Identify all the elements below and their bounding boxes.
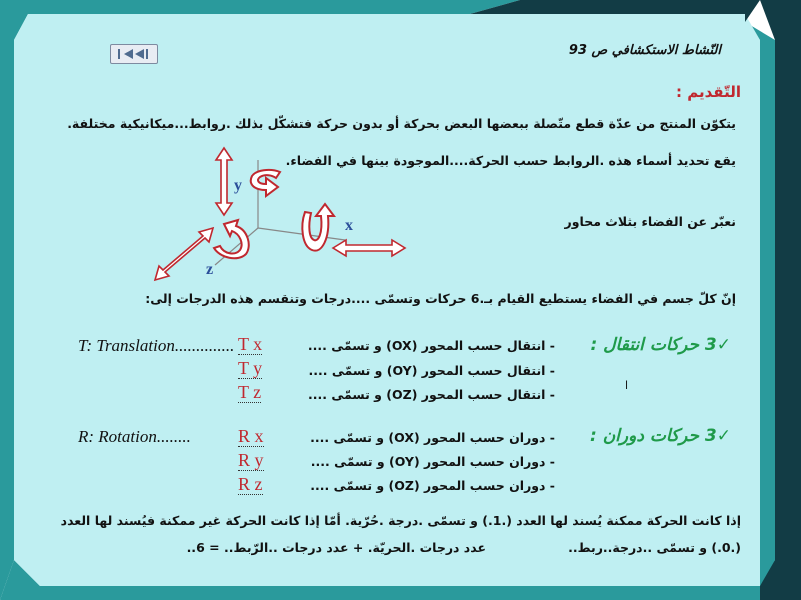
rotation-heading xyxy=(590,428,731,445)
rotation-symbol-z: R z xyxy=(238,474,263,494)
translation-heading-text: 3 حركات انتقال : xyxy=(590,335,717,355)
translation-row-x: - انتقال حسب المحور (OX) و تسمّى .... xyxy=(307,338,555,353)
translation-heading xyxy=(590,337,731,354)
intro-line-3: نعبّر عن الفضاء بثلاث محاور xyxy=(564,214,736,229)
rotation-symbol-y: R y xyxy=(238,450,264,470)
translation-row-z: - انتقال حسب المحور (OZ) و تسمّى .... xyxy=(308,387,555,402)
translation-symbol-z: T z xyxy=(238,382,262,402)
dof-intro: إنّ كلّ جسم في الفضاء يستطيع القيام بـ.6 حركات وتسمّى ....درجات وتنقسم هذه الدرجات إلى: xyxy=(145,291,736,306)
check-icon: ✓ xyxy=(716,426,731,446)
conclusion-formula: عدد درجات .الحريّة. + عدد درجات ..الرّبط.. = 6.. xyxy=(186,540,486,555)
axis-z-label: z xyxy=(206,261,214,278)
translation-row-y: - انتقال حسب المحور (OY) و تسمّى .... xyxy=(308,363,555,378)
rotation-row-z: - دوران حسب المحور (OZ) و تسمّى .... xyxy=(310,478,555,493)
conclusion-line-2: (.0.) و تسمّى ..درجة..ربط.. xyxy=(568,540,741,555)
rotation-row-y: - دوران حسب المحور (OY) و تسمّى .... xyxy=(310,454,555,469)
rotation-heading-text: 3 حركات دوران : xyxy=(589,426,717,446)
rotation-symbol-x: R x xyxy=(238,426,264,446)
translation-symbol-x: T x xyxy=(238,334,263,354)
axis-y-label: y xyxy=(234,177,242,194)
media-nav-button[interactable] xyxy=(110,44,158,64)
intro-line-2: يقع تحديد أسماء هذه .الروابط حسب الحركة....الموجودة بينها في الفضاء. xyxy=(285,153,736,168)
intro-title: التّقديم : xyxy=(676,83,741,101)
intro-line-1: يتكوّن المنتج من عدّة قطع متّصلة ببعضها البعض بحركة أو بدون حركة فتشكّل بذلك .روابط...ميكانيكية مختلفة. xyxy=(67,116,736,131)
conclusion-line-1: إذا كانت الحركة ممكنة يُسند لها العدد (.1.) و تسمّى .درجة .حُرّية. أمّا إذا كانت الحركة غير ممكنة فيُسند لها العدد xyxy=(60,513,741,528)
rotation-label: R: Rotation........ xyxy=(78,427,191,446)
media-nav-icon xyxy=(111,45,157,63)
check-icon: ✓ xyxy=(716,335,731,355)
stray-mark: ا xyxy=(625,379,629,392)
page-reference: النّشاط الاستكشافي ص 93 xyxy=(568,43,721,58)
translation-label: T: Translation.............. xyxy=(78,336,235,355)
translation-symbol-y: T y xyxy=(238,358,263,378)
rotation-row-x: - دوران حسب المحور (OX) و تسمّى .... xyxy=(310,430,555,445)
axis-x-label: x xyxy=(345,217,353,234)
